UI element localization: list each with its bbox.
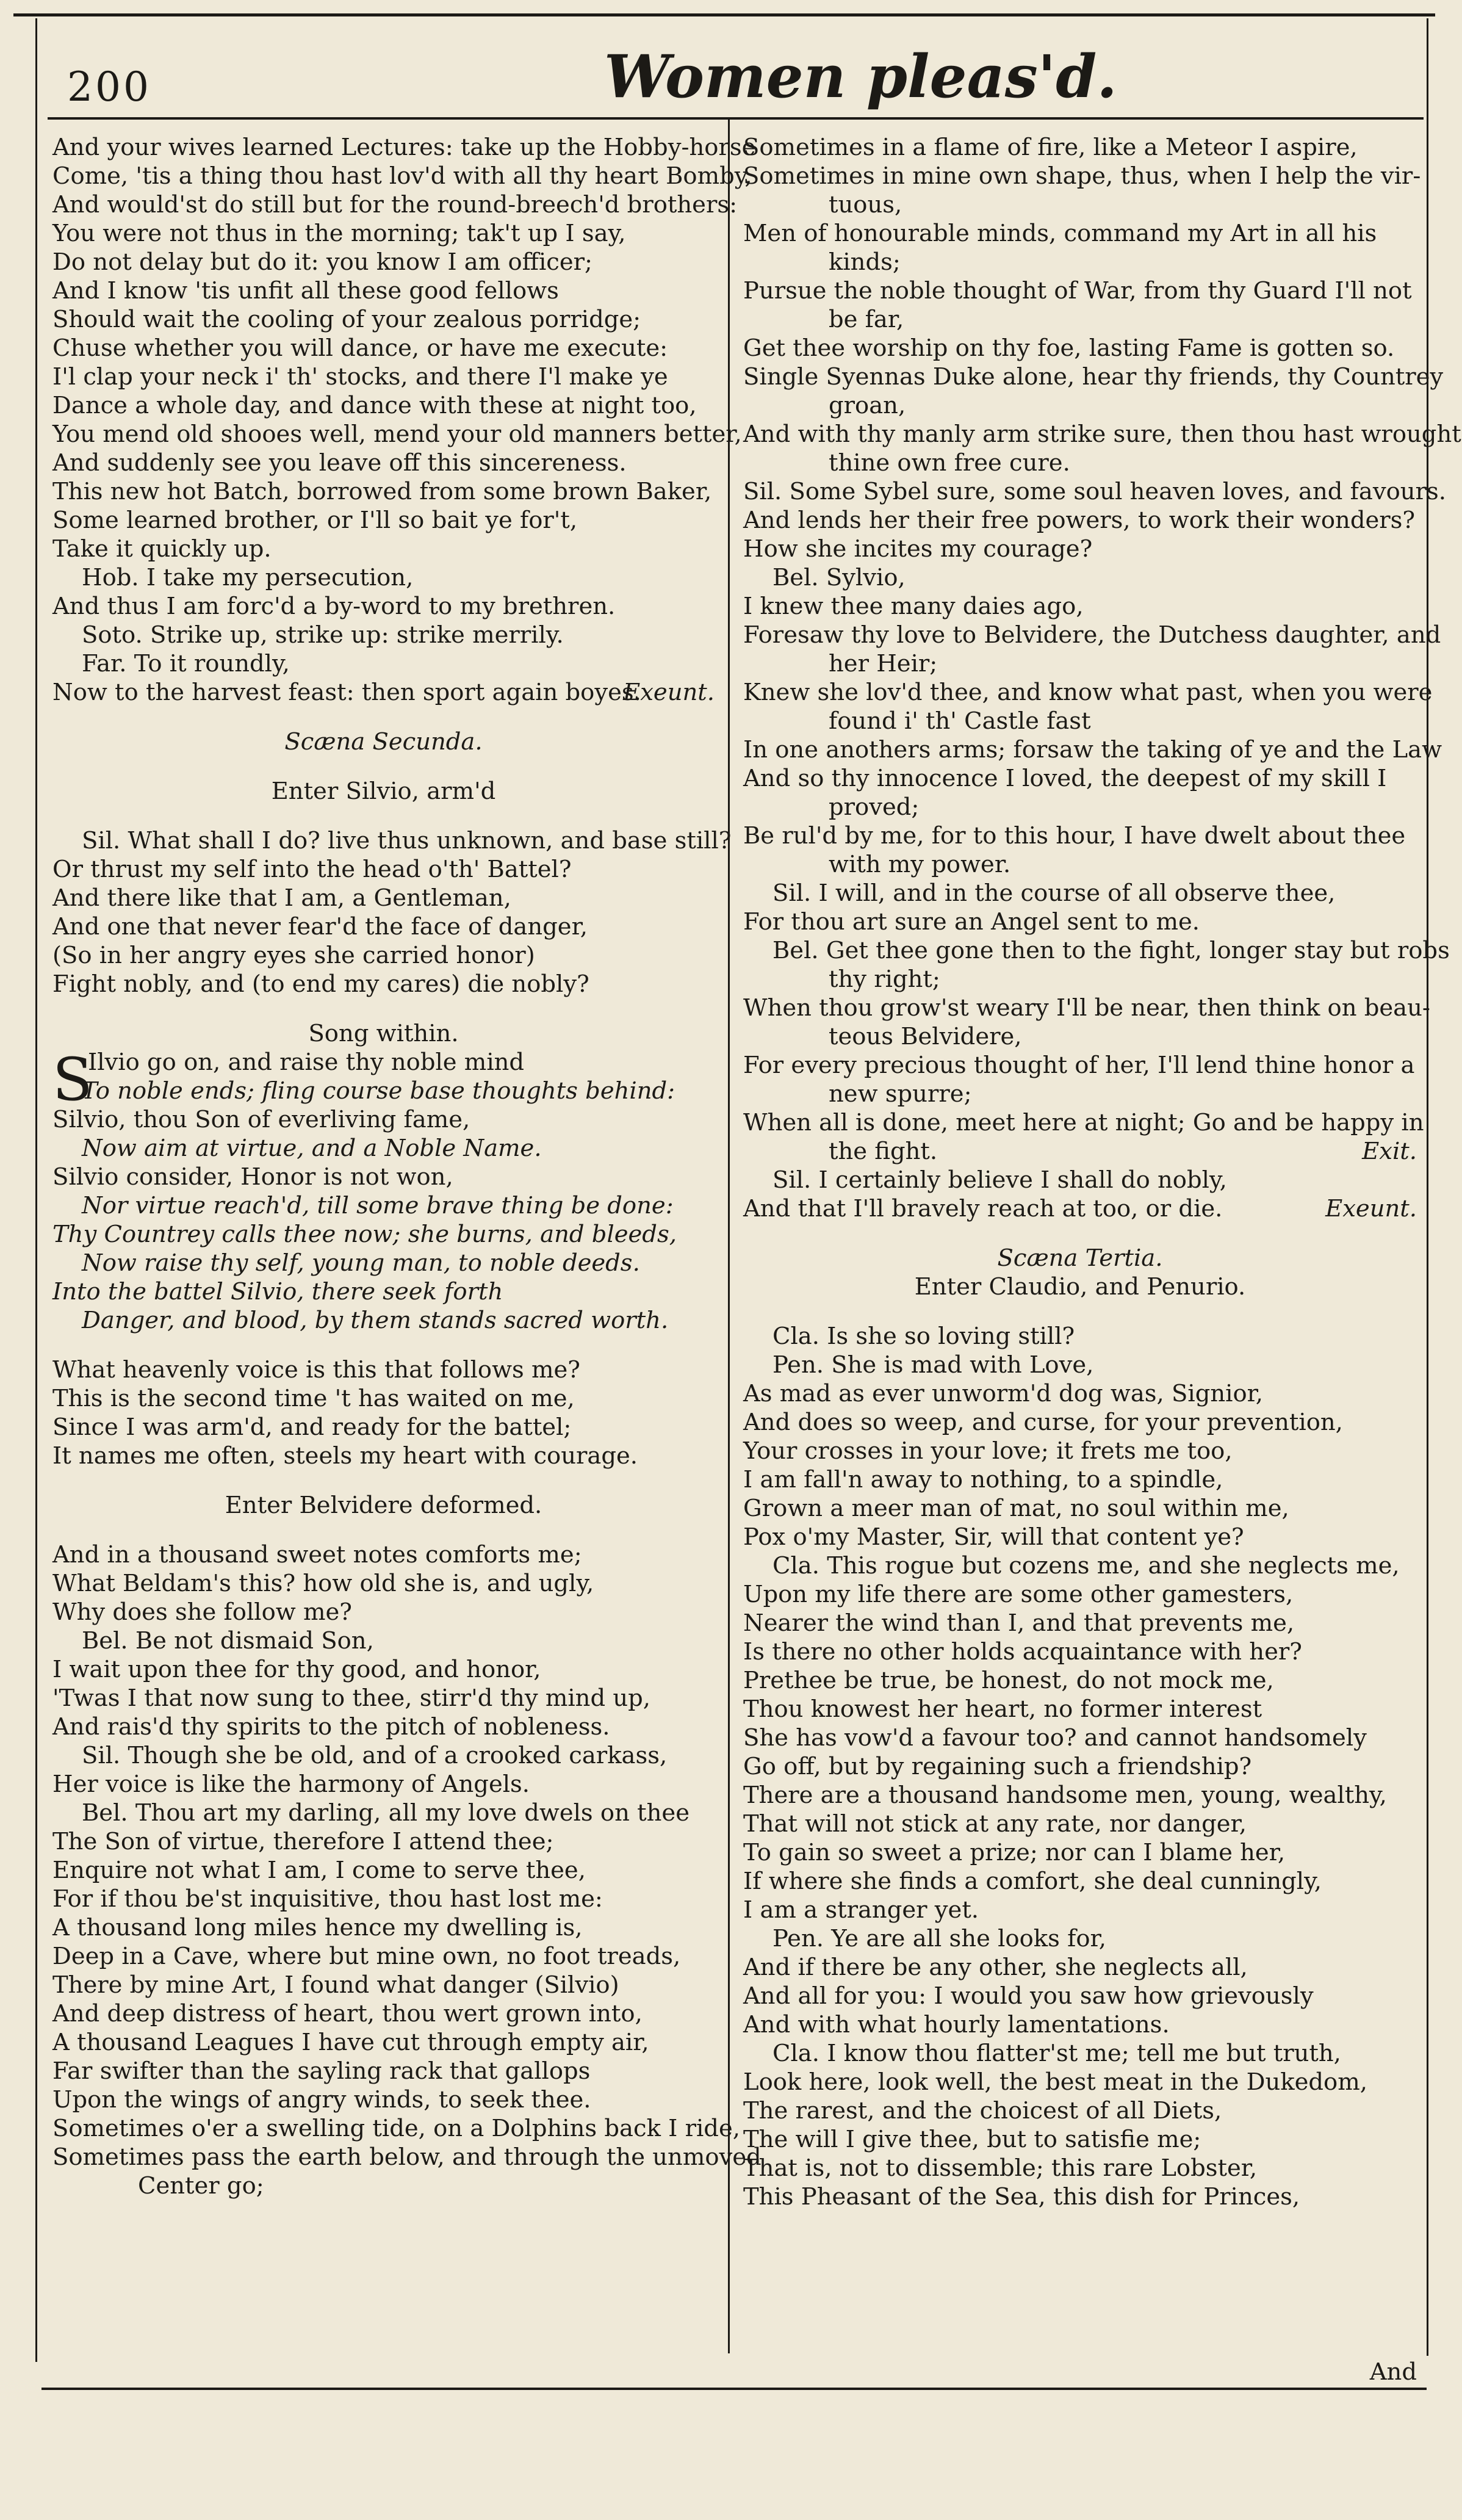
line-text: I'l clap your neck i' th' stocks, and there I'l make ye — [52, 363, 668, 391]
line-text: Soto. Strike up, strike up: strike merrily. — [82, 621, 564, 649]
text-line — [52, 1913, 715, 1942]
text-line — [743, 248, 1417, 276]
right-text-column — [743, 133, 1461, 2211]
line-text: That will not stick at any rate, nor danger, — [743, 1810, 1247, 1838]
text-line — [743, 1108, 1424, 1137]
line-text: groan, — [829, 392, 906, 419]
line-text: Cla. This rogue but cozens me, and she neglects me, — [772, 1552, 1400, 1580]
line-text: Sil. Some Sybel sure, some soul heaven loves, and favours. — [743, 478, 1446, 505]
line-text: The will I give thee, but to satisfie me; — [743, 2126, 1201, 2153]
text-line — [52, 305, 715, 334]
line-text: Sometimes o'er a swelling tide, on a Dolphins back I ride, — [52, 2115, 740, 2142]
text-line — [743, 707, 1417, 735]
line-text: Do not delay but do it: you know I am officer; — [52, 248, 593, 276]
line-text: Cla. I know thou flatter'st me; tell me but truth, — [772, 2040, 1341, 2067]
line-text: Fight nobly, and (to end my cares) die nobly? — [52, 970, 589, 998]
text-line — [743, 305, 1417, 334]
text-line — [52, 2085, 715, 2114]
text-line — [743, 965, 1417, 994]
text-line — [743, 276, 1417, 305]
line-text: A thousand Leagues I have cut through empty air, — [52, 2029, 649, 2056]
text-line — [52, 912, 715, 941]
line-text: Enter Silvio, arm'd — [271, 778, 496, 805]
line-text: Thy Countrey calls thee now; she burns, and bleeds, — [52, 1221, 677, 1248]
line-text: thy right; — [829, 966, 940, 993]
line-text: To gain so sweet a prize; nor can I blame her, — [743, 1839, 1286, 1866]
text-line — [52, 727, 715, 756]
line-text: Sometimes in mine own shape, thus, when I help the vir- — [743, 162, 1421, 190]
line-text: Look here, look well, the best meat in the Dukedom, — [743, 2068, 1367, 2096]
text-line — [743, 649, 1417, 678]
line-text: When all is done, meet here at night; Go and be happy in — [743, 1109, 1424, 1136]
text-line — [743, 1781, 1417, 1810]
text-line — [52, 1799, 715, 1827]
text-line — [743, 2068, 1417, 2096]
text-line — [743, 1437, 1417, 1465]
text-line — [743, 735, 1442, 764]
text-line — [52, 1413, 715, 1442]
line-text: And with thy manly arm strike sure, then thou hast wrought — [743, 421, 1461, 448]
line-text: How she incites my courage? — [743, 535, 1093, 563]
line-text: And lends her their free powers, to work their wonders? — [743, 507, 1416, 534]
text-line — [52, 2057, 715, 2085]
line-text: Enter Belvidere deformed. — [225, 1492, 542, 1519]
line-text: Deep in a Cave, where but mine own, no foot treads, — [52, 1943, 681, 1970]
text-line — [743, 535, 1417, 563]
text-line — [743, 1838, 1417, 1867]
text-line — [743, 133, 1417, 162]
line-text: Bel. Be not dismaid Son, — [82, 1627, 374, 1655]
line-text: I am a stranger yet. — [743, 1896, 979, 1924]
line-text: Far. To it roundly, — [82, 650, 290, 677]
text-line — [743, 477, 1446, 506]
text-line — [743, 1494, 1417, 1523]
line-text: If where she finds a comfort, she deal cunningly, — [743, 1868, 1322, 1895]
text-line — [52, 1713, 715, 1741]
line-text: Silvio, thou Son of everliving fame, — [52, 1106, 470, 1133]
line-text: Pursue the noble thought of War, from thy Guard I'll not — [743, 277, 1412, 305]
line-text: proved; — [829, 793, 920, 821]
text-line — [743, 1194, 1417, 1223]
line-text: Men of honourable minds, command my Art in all his — [743, 220, 1377, 247]
text-line — [743, 1166, 1417, 1194]
text-line — [52, 2028, 715, 2057]
text-line — [52, 1442, 715, 1470]
text-line — [743, 363, 1444, 391]
line-text: Upon the wings of angry winds, to seek thee. — [52, 2086, 591, 2114]
text-line — [743, 420, 1461, 449]
column-divider — [728, 120, 730, 2353]
text-line — [52, 1306, 715, 1335]
text-line — [52, 276, 715, 305]
line-text: Upon my life there are some other gamesters, — [743, 1581, 1294, 1608]
text-line — [743, 821, 1417, 850]
line-text: Or thrust my self into the head o'th' Battel? — [52, 856, 572, 883]
text-line — [743, 1867, 1417, 1896]
line-text: Sil. I will, and in the course of all observe thee, — [772, 879, 1336, 907]
text-line — [52, 621, 715, 649]
text-line — [52, 826, 732, 855]
line-text: For thou art sure an Angel sent to me. — [743, 908, 1200, 936]
text-line — [52, 855, 715, 884]
text-line — [52, 133, 756, 162]
line-text: Cla. Is she so loving still? — [772, 1323, 1075, 1350]
line-text: with my power. — [829, 851, 1011, 878]
text-line — [52, 162, 752, 190]
line-text: And that I'll bravely reach at too, or die. — [743, 1195, 1223, 1222]
line-text: Dance a whole day, and dance with these at night too, — [52, 392, 697, 419]
line-text: And in a thousand sweet notes comforts me; — [52, 1541, 582, 1569]
line-text: In one anothers arms; forsaw the taking of ye and the Law — [743, 736, 1442, 764]
text-line — [52, 1598, 715, 1626]
text-line — [743, 850, 1417, 879]
line-text: There by mine Art, I found what danger (Silvio) — [52, 1971, 619, 1999]
text-line — [743, 1351, 1417, 1379]
line-text: teous Belvidere, — [829, 1023, 1022, 1050]
text-line — [743, 1022, 1417, 1051]
line-text: Scæna Secunda. — [284, 728, 483, 756]
text-line — [52, 1827, 715, 1856]
stage-direction-exit: Exeunt. — [623, 679, 715, 706]
bottom-rule — [41, 2388, 1427, 2390]
line-text: Why does she follow me? — [52, 1598, 352, 1626]
line-text: The rarest, and the choicest of all Diets, — [743, 2097, 1222, 2125]
text-line — [743, 1982, 1417, 2010]
text-line — [743, 1609, 1417, 1637]
text-line — [743, 1580, 1417, 1609]
line-text: Nor virtue reach'd, till some brave thing be done: — [82, 1192, 674, 1219]
left-text-column — [52, 133, 762, 2200]
text-line — [743, 2039, 1417, 2068]
text-line — [743, 994, 1430, 1022]
line-text: A thousand long miles hence my dwelling is, — [52, 1914, 583, 1941]
text-line — [52, 449, 715, 477]
line-text: That is, not to dissemble; this rare Lobster, — [743, 2154, 1258, 2182]
text-line — [52, 1077, 715, 1105]
text-line — [743, 2125, 1417, 2154]
line-text: And your wives learned Lectures: take up the Hobby-horse — [52, 134, 756, 161]
line-text: This is the second time 't has waited on me, — [52, 1385, 575, 1412]
text-line — [743, 1322, 1417, 1351]
text-line — [52, 1626, 715, 1655]
text-line — [52, 1105, 715, 1134]
text-line — [52, 1249, 715, 1277]
line-text: For every precious thought of her, I'll lend thine honor a — [743, 1052, 1415, 1079]
line-text: I knew thee many daies ago, — [743, 593, 1084, 620]
line-text: (So in her angry eyes she carried honor) — [52, 942, 535, 969]
line-text: Pox o'my Master, Sir, will that content ye? — [743, 1523, 1244, 1551]
line-text: This Pheasant of the Sea, this dish for Princes, — [743, 2183, 1300, 2211]
line-text: Her voice is like the harmony of Angels. — [52, 1771, 530, 1798]
text-line — [52, 1856, 715, 1885]
text-line — [52, 1741, 715, 1770]
text-line — [743, 908, 1417, 936]
text-line — [52, 649, 715, 678]
text-line — [743, 621, 1441, 649]
line-text: I am fall'n away to nothing, to a spindle, — [743, 1466, 1223, 1493]
line-text: kinds; — [829, 248, 901, 276]
line-text: be far, — [829, 306, 904, 333]
text-line — [743, 936, 1450, 965]
line-text: Sometimes in a flame of fire, like a Meteor I aspire, — [743, 134, 1358, 161]
text-line — [52, 592, 715, 621]
text-line — [743, 1637, 1417, 1666]
line-text: When thou grow'st weary I'll be near, then think on beau- — [743, 994, 1430, 1022]
line-text: Come, 'tis a thing thou hast lov'd with all thy heart Bomby, — [52, 162, 752, 190]
text-line — [743, 1953, 1417, 1982]
line-text: She has vow'd a favour too? and cannot handsomely — [743, 1724, 1367, 1752]
text-line — [743, 764, 1417, 793]
line-text: And one that never fear'd the face of danger, — [52, 913, 588, 940]
text-line — [52, 1019, 715, 1048]
text-line — [743, 1896, 1417, 1924]
text-line — [52, 1942, 715, 1971]
line-text: Foresaw thy love to Belvidere, the Dutchess daughter, and — [743, 621, 1441, 649]
line-text: her Heir; — [829, 650, 938, 677]
catchword: And — [1369, 2358, 1417, 2386]
line-text: Bel. Thou art my darling, all my love dwels on thee — [82, 1799, 690, 1827]
line-text: Enquire not what I am, I come to serve thee, — [52, 1857, 586, 1884]
text-line — [52, 1540, 715, 1569]
header-rule — [48, 117, 1424, 120]
text-line — [743, 1752, 1417, 1781]
line-text: Into the battel Silvio, there seek forth — [52, 1278, 503, 1305]
line-text: Pen. She is mad with Love, — [772, 1351, 1094, 1379]
line-text: Should wait the cooling of your zealous porridge; — [52, 306, 641, 333]
line-text: It names me often, steels my heart with courage. — [52, 1442, 638, 1470]
line-text: And with what hourly lamentations. — [743, 2011, 1170, 2038]
text-line — [743, 1137, 1417, 1166]
text-line — [743, 506, 1417, 535]
line-text: And thus I am forc'd a by-word to my brethren. — [52, 593, 616, 620]
line-text: Nearer the wind than I, and that prevents me, — [743, 1609, 1295, 1637]
line-text: And so thy innocence I loved, the deepest of my skill I — [743, 765, 1387, 792]
line-text: What Beldam's this? how old she is, and ugly, — [52, 1570, 594, 1597]
line-text: The Son of virtue, therefore I attend thee; — [52, 1828, 554, 1855]
text-line — [52, 190, 738, 219]
text-line — [52, 563, 715, 592]
text-line — [743, 678, 1433, 707]
line-text: I wait upon thee for thy good, and honor, — [52, 1656, 541, 1683]
text-line — [743, 2096, 1417, 2125]
text-line — [52, 248, 715, 276]
text-line — [52, 1220, 715, 1249]
text-line — [52, 1569, 715, 1598]
text-line — [743, 219, 1417, 248]
text-line — [52, 2114, 740, 2143]
line-text: Silvio consider, Honor is not won, — [52, 1163, 453, 1191]
left-border — [35, 18, 37, 2362]
line-text: And rais'd thy spirits to the pitch of nobleness. — [52, 1713, 610, 1741]
line-text: Bel. Sylvio, — [772, 564, 906, 591]
text-line — [743, 1551, 1417, 1580]
line-text: As mad as ever unworm'd dog was, Signior, — [743, 1380, 1264, 1407]
text-line — [743, 2182, 1417, 2211]
line-text: And does so weep, and curse, for your prevention, — [743, 1409, 1343, 1436]
line-text: And there like that I am, a Gentleman, — [52, 884, 511, 912]
line-text: Single Syennas Duke alone, hear thy friends, thy Countrey — [743, 363, 1444, 391]
line-text: There are a thousand handsome men, young, wealthy, — [743, 1782, 1387, 1809]
text-line — [52, 1999, 715, 2028]
line-text: Far swifter than the sayling rack that gallops — [52, 2057, 591, 2085]
text-line — [52, 1885, 715, 1913]
line-text: Go off, but by regaining such a friendship? — [743, 1753, 1252, 1780]
line-text: And I know 'tis unfit all these good fellows — [52, 277, 559, 305]
line-text: 'Twas I that now sung to thee, stirr'd thy mind up, — [52, 1684, 651, 1712]
text-line — [52, 941, 715, 970]
line-text: Thou knowest her heart, no former interest — [743, 1695, 1262, 1723]
text-line — [52, 1277, 715, 1306]
line-text: Sil. What shall I do? live thus unknown, and base still? — [82, 827, 732, 854]
line-text: Now raise thy self, young man, to noble deeds. — [82, 1249, 640, 1277]
text-line — [52, 334, 715, 363]
text-line — [52, 535, 715, 563]
text-line — [743, 563, 1417, 592]
stage-direction-exit: Exit. — [1362, 1138, 1417, 1165]
text-line — [743, 1666, 1417, 1695]
line-text: Song within. — [308, 1020, 459, 1047]
line-text: Is there no other holds acquaintance with her? — [743, 1638, 1302, 1666]
line-text: Your crosses in your love; it frets me too, — [743, 1437, 1233, 1465]
line-text: And deep distress of heart, thou wert grown into, — [52, 2000, 643, 2027]
line-text: Danger, and blood, by them stands sacred worth. — [82, 1307, 669, 1334]
line-text: You were not thus in the morning; tak't up I say, — [52, 220, 626, 247]
line-text: You mend old shooes well, mend your old manners better, — [52, 421, 742, 448]
line-text: This new hot Batch, borrowed from some brown Baker, — [52, 478, 712, 505]
text-line — [52, 1770, 715, 1799]
drop-cap-letter: S — [52, 1045, 93, 1114]
text-line — [52, 506, 715, 535]
text-line — [52, 1971, 715, 1999]
line-text: And if there be any other, she neglects all, — [743, 1954, 1248, 1981]
line-text: thine own free cure. — [829, 449, 1070, 477]
line-text: Knew she lov'd thee, and know what past, when you were — [743, 679, 1433, 706]
line-text: Sometimes pass the earth below, and through the unmoved — [52, 2143, 762, 2171]
text-line — [52, 391, 715, 420]
line-text: the fight. — [829, 1138, 938, 1165]
text-line — [52, 1356, 715, 1384]
text-line — [52, 1384, 715, 1413]
text-line — [52, 1491, 715, 1520]
text-line — [743, 449, 1417, 477]
text-line — [52, 219, 715, 248]
text-line — [743, 1523, 1417, 1551]
text-line — [52, 1655, 715, 1684]
text-line — [743, 391, 1417, 420]
line-text: Be rul'd by me, for to this hour, I have dwelt about thee — [743, 822, 1406, 850]
page-number: 200 — [67, 63, 151, 110]
line-text: tuous, — [829, 191, 902, 218]
text-line — [743, 190, 1417, 219]
line-text: Ilvio go on, and raise thy noble mind — [88, 1049, 525, 1076]
text-line — [52, 1684, 715, 1713]
text-line — [743, 1810, 1417, 1838]
line-text: Take it quickly up. — [52, 535, 272, 563]
text-line — [743, 1724, 1417, 1752]
text-line — [743, 2154, 1417, 2182]
text-line — [52, 363, 715, 391]
line-text: Grown a meer man of mat, no soul within me, — [743, 1495, 1289, 1522]
text-line — [52, 884, 715, 912]
line-text: Prethee be true, be honest, do not mock me, — [743, 1667, 1274, 1694]
line-text: Center go; — [138, 2172, 264, 2200]
text-line — [743, 1695, 1417, 1724]
running-title: Women pleas'd. — [604, 42, 1117, 111]
text-line — [52, 678, 715, 707]
line-text: Now to the harvest feast: then sport again boyes. — [52, 679, 641, 706]
line-text: Chuse whether you will dance, or have me execute: — [52, 334, 668, 362]
line-text: Scæna Tertia. — [997, 1244, 1163, 1272]
top-border-rule — [13, 13, 1435, 16]
line-text: Enter Claudio, and Penurio. — [914, 1273, 1246, 1301]
line-text: And would'st do still but for the round-breech'd brothers: — [52, 191, 738, 218]
text-line — [743, 162, 1421, 190]
text-line — [52, 777, 715, 806]
text-line — [52, 2143, 762, 2172]
text-line — [52, 1134, 715, 1163]
line-text: Pen. Ye are all she looks for, — [772, 1925, 1106, 1952]
line-text: For if thou be'st inquisitive, thou hast lost me: — [52, 1885, 603, 1913]
text-line — [743, 1379, 1417, 1408]
text-line — [743, 1080, 1417, 1108]
text-line — [743, 1465, 1417, 1494]
text-line — [743, 879, 1417, 908]
line-text: found i' th' Castle fast — [829, 707, 1091, 735]
line-text: Get thee worship on thy foe, lasting Fame is gotten so. — [743, 334, 1395, 362]
text-line — [52, 1191, 715, 1220]
text-line — [52, 2172, 715, 2200]
text-line — [743, 1408, 1417, 1437]
line-text: What heavenly voice is this that follows me? — [52, 1356, 580, 1384]
text-line — [52, 477, 715, 506]
text-line — [743, 1273, 1417, 1301]
line-text: Sil. I certainly believe I shall do nobly, — [772, 1166, 1227, 1194]
text-line — [743, 793, 1417, 821]
line-text: new spurre; — [829, 1080, 972, 1108]
stage-direction-exit: Exeunt. — [1325, 1195, 1417, 1222]
text-line — [52, 1163, 715, 1191]
line-text: Sil. Though she be old, and of a crooked carkass, — [82, 1742, 668, 1769]
line-text: Hob. I take my persecution, — [82, 564, 414, 591]
line-text: Bel. Get thee gone then to the fight, longer stay but robs — [772, 937, 1450, 964]
text-line — [743, 1051, 1417, 1080]
line-text: Since I was arm'd, and ready for the battel; — [52, 1413, 572, 1441]
text-line — [52, 420, 742, 449]
text-line — [743, 334, 1417, 363]
text-line — [743, 1244, 1417, 1273]
text-line — [743, 1924, 1417, 1953]
line-text: To noble ends; fling course base thoughts behind: — [82, 1077, 675, 1105]
line-text: And all for you: I would you saw how grievously — [743, 1982, 1314, 2010]
line-text: Some learned brother, or I'll so bait ye for't, — [52, 507, 578, 534]
line-text: And suddenly see you leave off this sincereness. — [52, 449, 627, 477]
line-text: Now aim at virtue, and a Noble Name. — [82, 1135, 542, 1162]
text-line — [743, 2010, 1417, 2039]
text-line — [743, 592, 1417, 621]
text-line — [52, 970, 715, 998]
